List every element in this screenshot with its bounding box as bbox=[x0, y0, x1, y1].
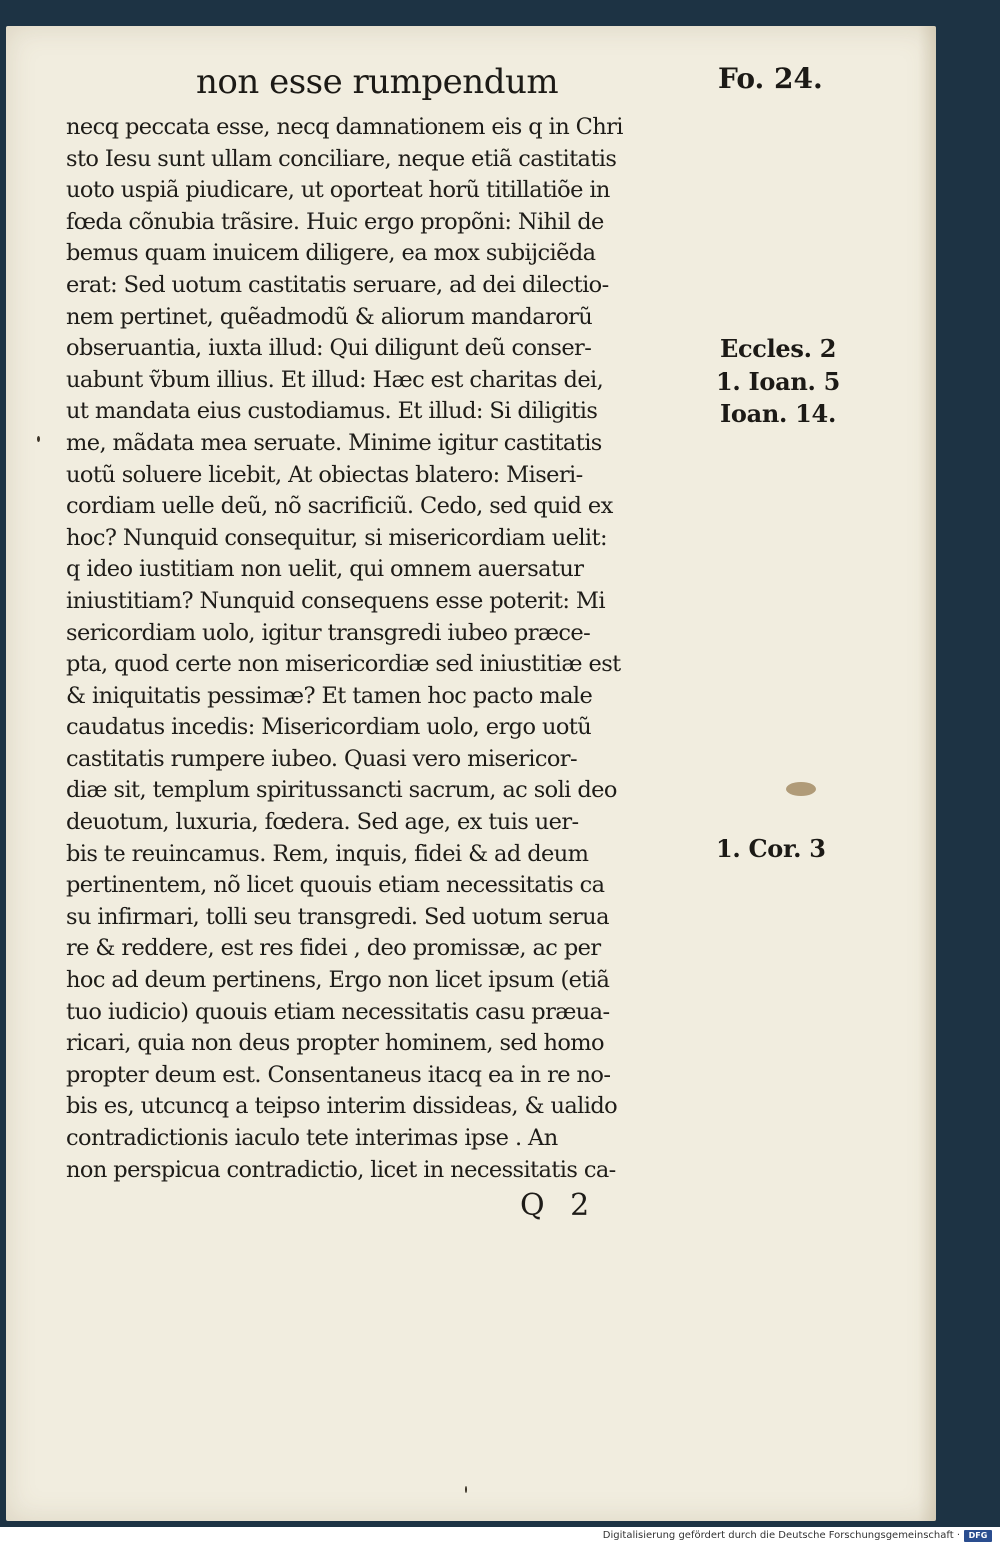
text-line: & iniquitatis pessimæ? Et tamen hoc pacto male bbox=[66, 682, 593, 709]
text-line: hoc ad deum pertinens, Ergo non licet ipsum (etiã bbox=[66, 967, 610, 994]
text-line: diæ sit, templum spiritussancti sacrum, ac soli deo bbox=[66, 777, 617, 804]
dfg-logo: DFG bbox=[964, 1530, 992, 1542]
text-line: contradictionis iaculo tete interimas ipse . An bbox=[66, 1125, 558, 1151]
signature-mark: Q 2 bbox=[520, 1188, 598, 1223]
text-line: obseruantia, iuxta illud: Qui diligunt deũ conser- bbox=[66, 335, 592, 362]
text-line: deuotum, luxuria, fœdera. Sed age, ex tuis uer- bbox=[66, 809, 579, 836]
running-head: non esse rumpendum bbox=[196, 62, 559, 102]
text-line: pta, quod certe non misericordiæ sed iniustitiæ est bbox=[66, 651, 621, 678]
text-line: hoc? Nunquid consequitur, si misericordiam uelit: bbox=[66, 524, 607, 551]
text-line: bemus quam inuicem diligere, ea mox subijciẽda bbox=[66, 240, 596, 267]
text-line: ricari, quia non deus propter hominem, sed homo bbox=[66, 1030, 604, 1057]
text-line: sericordiam uolo, igitur transgredi iubeo præce- bbox=[66, 619, 591, 646]
text-line: iniustitiam? Nunquid consequens esse poterit: Mi bbox=[66, 587, 605, 614]
text-line: erat: Sed uotum castitatis seruare, ad dei dilectio- bbox=[66, 271, 609, 298]
text-line: caudatus incedis: Misericordiam uolo, ergo uotũ bbox=[66, 714, 592, 741]
ink-speck bbox=[465, 1486, 467, 1493]
text-line: tuo iudicio) quouis etiam necessitatis casu præua- bbox=[66, 998, 610, 1025]
text-line: castitatis rumpere iubeo. Quasi vero misericor- bbox=[66, 745, 577, 772]
text-line: uotũ soluere licebit, At obiectas blatero: Miseri- bbox=[66, 461, 583, 488]
text-line: necq peccata esse, necq damnationem eis q in Chri bbox=[66, 114, 623, 140]
text-line: ut mandata eius custodiamus. Et illud: Si diligitis bbox=[66, 398, 598, 425]
marginal-note-1-ioan: 1. Ioan. 5 bbox=[716, 367, 841, 396]
paper-stain bbox=[786, 782, 816, 796]
text-line: nem pertinet, quẽadmodũ & aliorum mandarorũ bbox=[66, 303, 593, 330]
text-line: bis te reuincamus. Rem, inquis, fidei & ad deum bbox=[66, 840, 589, 867]
text-line: non perspicua contradictio, licet in necessitatis ca- bbox=[66, 1156, 616, 1183]
text-line: bis es, utcuncq a teipso interim dissideas, & ualido bbox=[66, 1093, 618, 1120]
text-line: propter deum est. Consentaneus itacq ea in re no- bbox=[66, 1061, 611, 1088]
text-line: cordiam uelle deũ, nõ sacrificiũ. Cedo, sed quid ex bbox=[66, 493, 613, 520]
main-text-block bbox=[66, 112, 706, 1186]
text-line: uoto uspiã piudicare, ut oporteat horũ titillatiõe in bbox=[66, 177, 610, 204]
text-line: q ideo iustitiam non uelit, qui omnem auersatur bbox=[66, 556, 584, 583]
marginal-note-1-cor: 1. Cor. 3 bbox=[716, 834, 826, 863]
marginal-note-ioan-14: Ioan. 14. bbox=[720, 399, 836, 428]
folio-number: Fo. 24. bbox=[718, 62, 823, 95]
marginal-note-eccles: Eccles. 2 bbox=[720, 334, 837, 363]
text-line: uabunt ṽbum illius. Et illud: Hæc est charitas dei, bbox=[66, 366, 604, 393]
ink-speck bbox=[37, 436, 40, 442]
text-line: re & reddere, est res fidei , deo promissæ, ac per bbox=[66, 935, 601, 962]
text-line: fœda cõnubia trãsire. Huic ergo propõni: Nihil de bbox=[66, 208, 604, 235]
text-line: su infirmari, tolli seu transgredi. Sed uotum serua bbox=[66, 903, 609, 930]
digitization-credit: Digitalisierung gefördert durch die Deutsche Forschungsgemeinschaft · bbox=[602, 1530, 960, 1541]
text-line: me, mãdata mea seruate. Minime igitur castitatis bbox=[66, 429, 602, 456]
text-line: sto Iesu sunt ullam conciliare, neque etiã castitatis bbox=[66, 145, 617, 172]
text-line: pertinentem, nõ licet quouis etiam necessitatis ca bbox=[66, 872, 605, 899]
